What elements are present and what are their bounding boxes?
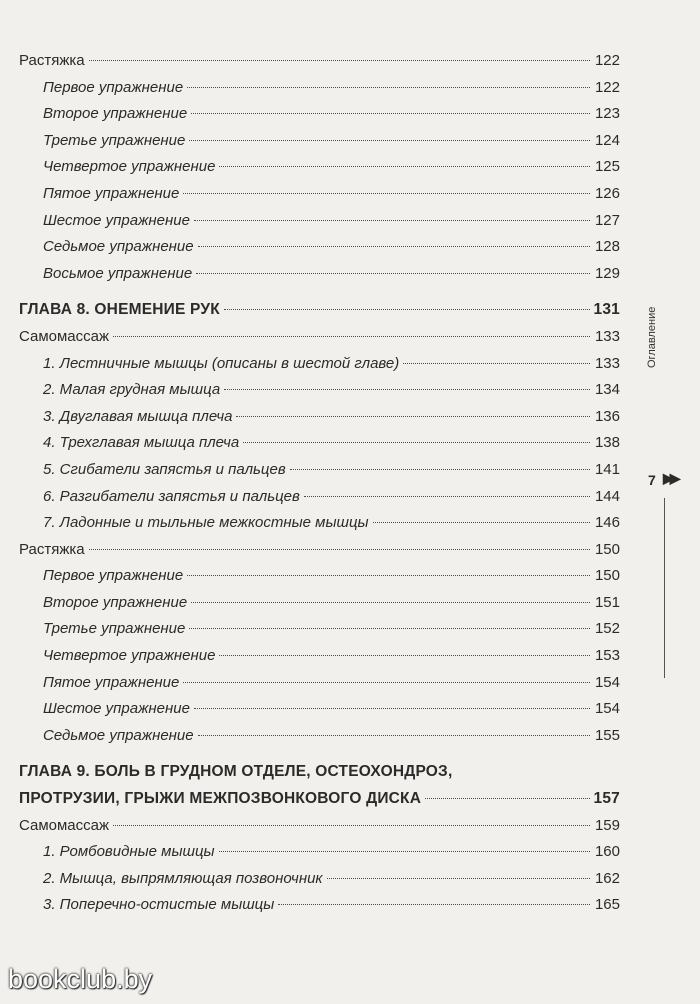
dot-leader [189, 628, 590, 629]
page-number: 154 [594, 700, 620, 718]
entry-title: Растяжка [19, 540, 85, 558]
dot-leader [403, 363, 590, 364]
entry-title: Самомассаж [19, 816, 110, 834]
toc-subentry[interactable] [19, 101, 620, 128]
entry-title: Шестое упражнение [43, 211, 190, 229]
toc-subentry[interactable] [19, 430, 620, 457]
page-number: 129 [594, 264, 620, 282]
page-number: 153 [594, 647, 620, 665]
page-number: 152 [594, 620, 620, 638]
toc-subentry[interactable] [19, 866, 620, 893]
page-number: 165 [594, 896, 620, 914]
entry-title: Шестое упражнение [43, 700, 190, 718]
page-number: 131 [593, 301, 620, 319]
toc-subentry[interactable] [19, 377, 620, 404]
chapter-title: ГЛАВА 8. ОНЕМЕНИЕ РУК [19, 301, 220, 319]
dot-leader [187, 575, 590, 576]
page-number: 128 [594, 238, 620, 256]
dot-leader [198, 246, 590, 247]
dot-leader [290, 469, 590, 470]
dot-leader [183, 682, 590, 683]
entry-title: Четвертое упражнение [43, 647, 216, 665]
toc-subentry[interactable] [19, 75, 620, 102]
entry-title: Первое упражнение [43, 567, 184, 585]
toc-subentry[interactable] [19, 510, 620, 537]
dot-leader [113, 336, 590, 337]
page-number: 125 [594, 158, 620, 176]
page-number: 126 [594, 184, 620, 202]
chapter-title: ГЛАВА 9. БОЛЬ В ГРУДНОМ ОТДЕЛЕ, ОСТЕОХОНДРОЗ, [19, 763, 453, 781]
page-number: 162 [594, 869, 620, 887]
toc-section[interactable] [19, 324, 620, 351]
toc-subentry[interactable] [19, 128, 620, 155]
dot-leader [373, 522, 590, 523]
chapter-9-heading-line2[interactable] [19, 786, 620, 813]
toc-subentry[interactable] [19, 351, 620, 378]
toc-section[interactable] [19, 813, 620, 840]
entry-title: 7. Ладонные и тыльные межкостные мышцы [43, 514, 369, 532]
entry-title: 1. Ромбовидные мышцы [43, 843, 215, 861]
entry-title: Третье упражнение [43, 620, 186, 638]
entry-title: Восьмое упражнение [43, 264, 193, 282]
dot-leader [187, 87, 590, 88]
toc-subentry[interactable] [19, 154, 620, 181]
entry-title: 5. Сгибатели запястья и пальцев [43, 460, 286, 478]
toc-section[interactable] [19, 48, 620, 75]
toc-subentry[interactable] [19, 563, 620, 590]
folio-page-number: 7 [648, 472, 656, 488]
page-number: 144 [594, 487, 620, 505]
entry-title: 3. Двуглавая мышца плеча [43, 407, 233, 425]
dot-leader [191, 113, 590, 114]
dot-leader [236, 416, 590, 417]
toc-block-chapter-8 [19, 324, 620, 750]
toc-subentry[interactable] [19, 234, 620, 261]
section-label: Оглавление [646, 306, 658, 368]
page-number: 122 [594, 52, 620, 69]
page-number: 150 [594, 567, 620, 585]
page-number: 146 [594, 514, 620, 532]
toc-subentry[interactable] [19, 723, 620, 750]
dot-leader [89, 60, 590, 61]
page-number: 133 [594, 354, 620, 372]
page-number: 155 [594, 726, 620, 744]
page-number: 157 [593, 790, 620, 808]
double-arrow-icon: ▶▶ [663, 470, 677, 486]
dot-leader [196, 273, 590, 274]
entry-title: Пятое упражнение [43, 673, 180, 691]
dot-leader [219, 655, 590, 656]
page-number: 151 [594, 593, 620, 611]
toc-subentry[interactable] [19, 261, 620, 288]
toc-subentry[interactable] [19, 643, 620, 670]
toc-block-stretching [19, 48, 620, 287]
toc-subentry[interactable] [19, 696, 620, 723]
page-number: 138 [594, 434, 620, 452]
dot-leader [113, 825, 590, 826]
entry-title: 2. Мышца, выпрямляющая позвоночник [43, 869, 323, 887]
toc-subentry[interactable] [19, 839, 620, 866]
dot-leader [219, 166, 590, 167]
dot-leader [194, 220, 590, 221]
entry-title: 1. Лестничные мышцы (описаны в шестой главе) [43, 354, 400, 372]
page-number: 134 [594, 381, 620, 399]
margin-rule [664, 498, 665, 678]
chapter-8-heading[interactable] [19, 297, 620, 324]
page-number: 150 [594, 540, 620, 558]
dot-leader [304, 496, 590, 497]
toc-section[interactable] [19, 537, 620, 564]
entry-title: Седьмое упражнение [43, 238, 194, 256]
chapter-title-continued: ПРОТРУЗИИ, ГРЫЖИ МЕЖПОЗВОНКОВОГО ДИСКА [19, 790, 422, 808]
toc-subentry[interactable] [19, 181, 620, 208]
entry-title: Второе упражнение [43, 105, 188, 123]
dot-leader [224, 309, 590, 310]
watermark: bookclub.by [8, 964, 153, 994]
dot-leader [278, 904, 590, 905]
dot-leader [224, 389, 590, 390]
page-number: 124 [594, 131, 620, 149]
entry-title: 4. Трехглавая мышца плеча [43, 434, 240, 452]
chapter-9-heading-line1[interactable] [19, 759, 620, 786]
toc-subentry[interactable] [19, 457, 620, 484]
page-number: 141 [594, 460, 620, 478]
dot-leader [183, 193, 590, 194]
entry-title: Четвертое упражнение [43, 158, 216, 176]
page-number: 160 [594, 843, 620, 861]
page-number: 133 [594, 327, 620, 345]
page-number: 127 [594, 211, 620, 229]
dot-leader [89, 549, 590, 550]
page-number: 154 [594, 673, 620, 691]
dot-leader [198, 735, 590, 736]
toc-subentry[interactable] [19, 616, 620, 643]
page-number: 122 [594, 78, 620, 96]
table-of-contents [19, 48, 620, 919]
dot-leader [425, 798, 589, 799]
entry-title: 6. Разгибатели запястья и пальцев [43, 487, 300, 505]
entry-title: Второе упражнение [43, 593, 188, 611]
page-number: 159 [594, 816, 620, 834]
entry-title: Первое упражнение [43, 78, 184, 96]
page-number: 123 [594, 105, 620, 123]
entry-title: 3. Поперечно-остистые мышцы [43, 896, 275, 914]
entry-title: 2. Малая грудная мышца [43, 381, 221, 399]
entry-title: Растяжка [19, 52, 85, 69]
dot-leader [191, 602, 590, 603]
toc-subentry[interactable] [19, 404, 620, 431]
entry-title: Седьмое упражнение [43, 726, 194, 744]
toc-subentry[interactable] [19, 892, 620, 919]
entry-title: Пятое упражнение [43, 184, 180, 202]
entry-title: Третье упражнение [43, 131, 186, 149]
toc-subentry[interactable] [19, 670, 620, 697]
toc-subentry[interactable] [19, 590, 620, 617]
dot-leader [194, 708, 590, 709]
dot-leader [327, 878, 591, 879]
entry-title: Самомассаж [19, 327, 110, 345]
toc-block-chapter-9 [19, 813, 620, 919]
dot-leader [189, 140, 590, 141]
dot-leader [219, 851, 590, 852]
toc-subentry[interactable] [19, 484, 620, 511]
dot-leader [243, 442, 590, 443]
toc-subentry[interactable] [19, 208, 620, 235]
page-number: 136 [594, 407, 620, 425]
